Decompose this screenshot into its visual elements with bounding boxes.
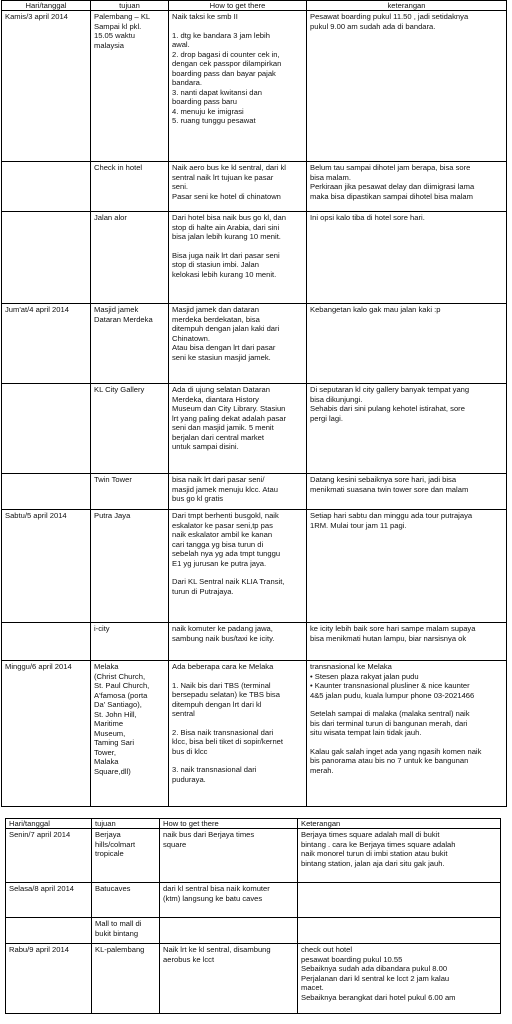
- line-gap: [301, 919, 497, 928]
- destination-line: Dataran Merdeka: [94, 314, 153, 324]
- note-line: bintang . cara ke Berjaya times square adalah: [301, 839, 456, 849]
- cell-notes: [307, 11, 507, 162]
- destination-line: i-city: [94, 624, 110, 633]
- how-line: ditempuh dengan lrt dari kl: [172, 699, 262, 709]
- note-line: Berjaya times square adalah mall di bukit: [301, 830, 440, 839]
- note-line: bisa malam.: [310, 172, 351, 182]
- how-line: boarding pass dan bayar pajak: [172, 68, 276, 78]
- how-line: square: [163, 839, 187, 849]
- how-line: Atau bisa dengan lrt dari pasar: [172, 343, 276, 352]
- cell-destination: [91, 384, 169, 474]
- table-row: [2, 304, 507, 384]
- how-line: 1. dtg ke bandara 3 jam lebih: [172, 30, 270, 40]
- cell-notes: [307, 510, 507, 623]
- how-line: 4. menuju ke imigrasi: [172, 106, 244, 116]
- table-row: [2, 510, 507, 623]
- line-gap: [172, 242, 303, 251]
- how-line: puduraya.: [172, 774, 206, 784]
- note-line: pesawat boarding pukul 10.55: [301, 954, 403, 964]
- header-destination: tujuan: [92, 819, 160, 829]
- how-line: eskalator ke pasar seni,tp pas: [172, 520, 273, 530]
- destination-line: Maritime: [94, 719, 124, 728]
- destination-line: Masjid jamek: [94, 305, 139, 314]
- itinerary-table-2: [5, 818, 501, 1014]
- header-notes: Keterangan: [298, 819, 501, 829]
- line-gap: [310, 700, 503, 709]
- itinerary-table-1: [1, 0, 507, 807]
- destination-line: St. Paul Church,: [94, 681, 150, 690]
- how-line: 3. naik transnasional dari: [172, 765, 257, 774]
- line-gap: [163, 919, 294, 928]
- how-line: sentral naik lrt tujuan ke pasar: [172, 172, 274, 182]
- how-line: Ada di ujung selatan Dataran: [172, 385, 270, 394]
- table-row: [6, 883, 501, 918]
- day-label: Senin/7 april 2014: [9, 830, 71, 839]
- line-gap: [172, 568, 303, 577]
- cell-destination: [91, 623, 169, 661]
- destination-line: tropicale: [95, 849, 124, 858]
- note-line: bisa dikunjungi.: [310, 394, 363, 404]
- cell-how: [169, 162, 307, 212]
- note-line: Sehabis dari sini pulang kehotel istirahat, sore: [310, 404, 465, 413]
- note-line: Ini opsi kalo tiba di hotel sore hari.: [310, 213, 425, 222]
- how-line: E1 yg jurusan ke putra jaya.: [172, 558, 267, 568]
- cell-day: [2, 661, 91, 807]
- table-row: [2, 11, 507, 162]
- cell-day: [2, 474, 91, 510]
- note-line: bis panorama atau bis no 7 untuk ke bangunan: [310, 756, 469, 765]
- how-line: boarding pass baru: [172, 97, 238, 106]
- cell-destination: [91, 162, 169, 212]
- how-line: dengan cek passpor dilampirkan: [172, 59, 282, 68]
- header-how: How to get there: [160, 819, 298, 829]
- note-line: check out hotel: [301, 945, 353, 954]
- destination-line: KL City Gallery: [94, 385, 145, 394]
- note-line: pergi lagi.: [310, 413, 343, 423]
- cell-destination: [91, 212, 169, 304]
- note-line: macet.: [301, 983, 324, 992]
- cell-destination: [91, 661, 169, 807]
- line-gap: [310, 738, 503, 747]
- how-line: dari kl sentral bisa naik komuter: [163, 884, 270, 893]
- note-line: bis dari terminal turun di bangunan merah, dari: [310, 718, 468, 728]
- note-line: Pesawat boarding pukul 11.50 , jadi setidaknya: [310, 12, 469, 21]
- how-line: naik komuter ke padang jawa,: [172, 624, 273, 633]
- destination-line: Twin Tower: [94, 475, 132, 484]
- cell-how: [169, 623, 307, 661]
- note-line: Setelah sampai di malaka (malaka sentral) naik: [310, 709, 470, 718]
- table-body: [6, 829, 501, 1014]
- destination-line: Da' Santiago),: [94, 700, 142, 709]
- header-destination: tujuan: [91, 1, 169, 11]
- how-line: bisa naik lrt dari pasar seni/: [172, 475, 265, 484]
- destination-line: Mall to mall di: [95, 919, 142, 928]
- table-row: [6, 944, 501, 1014]
- destination-line: Batucaves: [95, 884, 131, 893]
- cell-day: [2, 162, 91, 212]
- how-line: Museum dan City Library. Stasiun: [172, 404, 286, 413]
- day-label: Minggu/6 april 2014: [5, 662, 72, 671]
- how-line: sambung naik bus/taxi ke icity.: [172, 633, 275, 643]
- cell-notes: [298, 918, 501, 944]
- how-line: Masjid jamek dan dataran: [172, 305, 259, 314]
- destination-line: Square,dll): [94, 766, 131, 776]
- destination-line: KL-palembang: [95, 945, 145, 954]
- note-line: Datang kesini sebaiknya sore hari, jadi bisa: [310, 475, 457, 484]
- destination-line: Jalan alor: [94, 213, 127, 222]
- day-label: Rabu/9 april 2014: [9, 945, 69, 954]
- header-how: How to get there: [169, 1, 307, 11]
- cell-day: [2, 384, 91, 474]
- cell-day: [6, 944, 92, 1014]
- line-gap: [172, 756, 303, 765]
- how-line: cari tangga yg bisa turun di: [172, 539, 264, 549]
- note-line: Setiap hari sabtu dan minggu ada tour putrajaya: [310, 511, 473, 520]
- note-line: pukul 9.00 am sudah ada di bandara.: [310, 21, 436, 31]
- how-line: awal.: [172, 40, 190, 49]
- how-line: naik eskalator ambil ke kanan: [172, 530, 273, 539]
- note-line: naik monorel turun di imbi station atau bukit: [301, 849, 448, 858]
- note-line: • Kaunter transnasional plusliner & nice kaunter: [310, 681, 470, 690]
- how-line: Naik taksi ke smb II: [172, 12, 238, 21]
- how-line: 2. Bisa naik transnasional dari: [172, 727, 274, 737]
- cell-how: [169, 11, 307, 162]
- note-line: • Stesen plaza rakyat jalan pudu: [310, 671, 419, 681]
- how-line: Dari hotel bisa naik bus go kl, dan: [172, 213, 286, 222]
- note-line: maka bisa dipastikan sampai dihotel bisa malam: [310, 191, 473, 201]
- how-line: lrt yang paling dekat adalah pasar: [172, 413, 286, 423]
- table-header-row: [6, 819, 501, 829]
- note-line: transnasional ke Melaka: [310, 662, 392, 671]
- how-line: merdeka berdekatan, bisa: [172, 314, 260, 324]
- how-line: Chinatown.: [172, 333, 210, 343]
- how-line: Naik lrt ke kl sentral, disambung: [163, 945, 271, 954]
- cell-destination: [92, 944, 160, 1014]
- cell-destination: [92, 829, 160, 883]
- header-day: Hari/tanggal: [6, 819, 92, 829]
- cell-day: [6, 829, 92, 883]
- note-line: Di seputaran kl city gallery banyak tempat yang: [310, 385, 470, 394]
- cell-day: [6, 883, 92, 918]
- line-gap: [172, 22, 303, 31]
- how-line: stop di halte ain Arabia, dari sini: [172, 222, 280, 232]
- header-day: Hari/tanggal: [2, 1, 91, 11]
- cell-day: [2, 510, 91, 623]
- cell-how: [169, 212, 307, 304]
- cell-how: [169, 474, 307, 510]
- how-line: ditempuh dengan jalan kaki dari: [172, 324, 280, 333]
- note-line: bintang station, jalan aja dari situ gak jauh.: [301, 858, 445, 868]
- table-row: [2, 384, 507, 474]
- note-line: Kalau gak salah inget ada yang ngasih komen naik: [310, 746, 482, 756]
- line-gap: [301, 884, 497, 893]
- day-label: Sabtu/5 april 2014: [5, 511, 67, 520]
- table-header-row: [2, 1, 507, 11]
- cell-notes: [307, 384, 507, 474]
- note-line: menikmati suasana twin tower sore dan malam: [310, 484, 469, 494]
- cell-destination: [91, 11, 169, 162]
- table-body: [2, 11, 507, 807]
- note-line: merah.: [310, 765, 334, 775]
- how-line: klcc, bisa beli tiket di sopir/kernet: [172, 737, 283, 746]
- how-line: 2. drop bagasi di counter cek in,: [172, 49, 280, 59]
- destination-line: Palembang – KL: [94, 12, 151, 21]
- how-line: kelokasi lebih kurang 10 menit.: [172, 269, 277, 279]
- cell-how: [169, 510, 307, 623]
- note-line: bisa menikmati hutan lampu, biar narsisnya ok: [310, 633, 467, 643]
- how-line: Dari KL Sentral naik KLIA Transit,: [172, 577, 285, 586]
- cell-how: [160, 944, 298, 1014]
- cell-how: [169, 304, 307, 384]
- destination-line: Sampai kl pkl.: [94, 21, 142, 31]
- how-line: turun di Putrajaya.: [172, 586, 234, 596]
- note-line: Sebaiknya berangkat dari hotel pukul 6.00 am: [301, 992, 456, 1002]
- destination-line: Berjaya: [95, 830, 121, 839]
- day-label: Jum'at/4 april 2014: [5, 305, 69, 314]
- how-line: 5. ruang tunggu pesawat: [172, 116, 256, 125]
- note-line: ke icity lebih baik sore hari sampe malam supaya: [310, 624, 476, 633]
- destination-line: Tower,: [94, 747, 116, 757]
- note-line: 1RM. Mulai tour jam 11 pagi.: [310, 520, 407, 530]
- table-row: [6, 918, 501, 944]
- how-line: bus di klcc: [172, 746, 208, 756]
- line-gap: [172, 672, 303, 681]
- table-row: [2, 162, 507, 212]
- destination-line: Malaka: [94, 757, 119, 766]
- cell-day: [6, 918, 92, 944]
- cell-destination: [92, 918, 160, 944]
- note-line: Sebaiknya sudah ada dibandara pukul 8.00: [301, 964, 448, 973]
- cell-day: [2, 212, 91, 304]
- destination-line: A'famosa (porta: [94, 690, 148, 700]
- note-line: 4&5 jalan pudu, kuala lumpur phone 03-2021466: [310, 690, 475, 700]
- destination-line: Museum,: [94, 728, 126, 738]
- how-line: 3. nanti dapat kwitansi dan: [172, 87, 262, 97]
- cell-how: [160, 829, 298, 883]
- how-line: bersepadu selatan) ke TBS bisa: [172, 690, 280, 699]
- cell-notes: [307, 212, 507, 304]
- how-line: Merdeka, diantara History: [172, 394, 259, 404]
- table-row: [2, 661, 507, 807]
- cell-how: [169, 384, 307, 474]
- destination-line: bukit bintang: [95, 928, 139, 938]
- table-row: [6, 829, 501, 883]
- destination-line: St. John Hill,: [94, 709, 137, 719]
- table-row: [2, 474, 507, 510]
- cell-day: [2, 623, 91, 661]
- how-line: sentral: [172, 709, 195, 718]
- cell-destination: [92, 883, 160, 918]
- note-line: Kebangetan kalo gak mau jalan kaki :p: [310, 305, 441, 314]
- how-line: Naik aero bus ke kl sentral, dari kl: [172, 163, 286, 172]
- note-line: situ wisata tempat lain tidak jauh.: [310, 728, 422, 737]
- destination-line: hills/colmart: [95, 839, 136, 849]
- destination-line: malaysia: [94, 40, 124, 50]
- cell-notes: [298, 883, 501, 918]
- destination-line: Melaka: [94, 662, 119, 671]
- how-line: sebelah nya yg ada tmpt tunggu: [172, 549, 281, 558]
- table-row: [2, 623, 507, 661]
- cell-day: [2, 11, 91, 162]
- cell-destination: [91, 304, 169, 384]
- how-line: Ada beberapa cara ke Melaka: [172, 662, 274, 671]
- cell-how: [160, 883, 298, 918]
- day-label: Kamis/3 april 2014: [5, 12, 68, 21]
- how-line: bandara.: [172, 78, 202, 87]
- cell-notes: [298, 944, 501, 1014]
- how-line: Bisa juga naik lrt dari pasar seni: [172, 250, 280, 260]
- day-label: Selasa/8 april 2014: [9, 884, 75, 893]
- line-gap: [172, 719, 303, 728]
- how-line: seni ke stasiun masjid jamek.: [172, 352, 271, 362]
- destination-line: Taming Sari: [94, 738, 135, 747]
- cell-destination: [91, 510, 169, 623]
- how-line: seni.: [172, 182, 189, 191]
- cell-how: [169, 661, 307, 807]
- cell-day: [2, 304, 91, 384]
- how-line: untuk sampai disini.: [172, 442, 239, 451]
- how-line: berjalan dari central market: [172, 432, 265, 442]
- how-line: masjid jamek menuju klcc. Atau: [172, 484, 278, 494]
- cell-notes: [298, 829, 501, 883]
- how-line: Dari tmpt berhenti busgokl, naik: [172, 511, 279, 520]
- cell-notes: [307, 162, 507, 212]
- destination-line: Putra Jaya: [94, 511, 131, 520]
- how-line: 1. Naik bis dari TBS (terminal: [172, 680, 271, 690]
- how-line: Pasar seni ke hotel di chinatown: [172, 191, 281, 201]
- cell-notes: [307, 474, 507, 510]
- cell-notes: [307, 623, 507, 661]
- how-line: bus go kl gratis: [172, 494, 224, 503]
- cell-destination: [91, 474, 169, 510]
- how-line: bisa jalan lebih kurang 10 menit.: [172, 232, 281, 241]
- note-line: Belum tau sampai dihotel jam berapa, bisa sore: [310, 163, 471, 172]
- cell-how: [160, 918, 298, 944]
- note-line: Perkiraan jika pesawat delay dan diimigrasi lama: [310, 182, 475, 191]
- how-line: seni dan masjid jamik. 5 menit: [172, 423, 274, 432]
- header-notes: keterangan: [307, 1, 507, 11]
- destination-line: Check in hotel: [94, 163, 143, 172]
- how-line: stop di stasiun imbi. Jalan: [172, 260, 259, 269]
- table-row: [2, 212, 507, 304]
- cell-notes: [307, 661, 507, 807]
- cell-notes: [307, 304, 507, 384]
- destination-line: 15.05 waktu: [94, 31, 135, 40]
- destination-line: (Christ Church,: [94, 671, 146, 681]
- how-line: naik bus dari Berjaya times: [163, 830, 255, 839]
- how-line: aerobus ke lcct: [163, 954, 215, 964]
- note-line: Perjalanan dari kl sentral ke lcct 2 jam kalau: [301, 973, 450, 983]
- how-line: (ktm) langsung ke batu caves: [163, 893, 263, 903]
